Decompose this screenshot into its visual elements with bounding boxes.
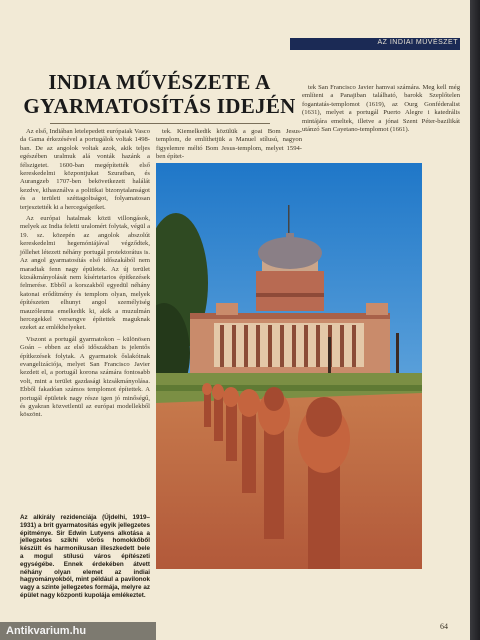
paragraph: tek. Kiemelkedik közülük a goai Bom Jesus-templom, de említhetjük a Manuel stílusú, nagyon figyelemre méltó Bom Jesus-templom, melyet 1594-ben építet- [156, 128, 302, 161]
watermark: Antikvarium.hu [0, 622, 156, 640]
paragraph: Az első, Indiában letelepedett európaiak Vasco da Gama érkezésével a portugálok voltak 1498-ban. De az angolok voltak azok, akik teljes egészében uralmuk alá vonták hazánk a félszigetet. 1600-ban megépítették első kereskedelmi központjukat Szuratban, és Aurangzeb 1707-ben bekövetkezett halálát kezdve, kihasználva a politikai bizonytalanságot és a területi széttagoltságot, folyamatosan terjesztették ki a hercegségeiket. [20, 128, 150, 211]
running-header: AZ INDIAI MŰVÉSZET [377, 39, 458, 46]
text-column-3 [302, 84, 460, 137]
rashtrapati-bhavan-photo [156, 163, 422, 569]
article-title: INDIA MŰVÉSZETE A GYARMATOSÍTÁS IDEJÉN [23, 70, 296, 118]
paragraph: Az európai hatalmak közti villongások, melyek az India feletti uralomért folytak, végül a 19. sz. közepén az angolok abszolút kereskedelmi hegemóniájával végződtek, jóllehet létezett néhány portugál protektorátus is. Az angol gyarmatosítás első időszakából nem maradtak fenn nagy épületek. Az új terület kizsákmányolását nem kísértetarios építkezések felmerése. Ebből a korszakból egyedül néhány katonai erődítmény és templom olyan, melyek építészeten elhunyt angol személyiség mauzóleuma emelkedik ki, akik a muzulmán hercegekkel versengve építettek maguknak ezeket az emlékhelyeket. [20, 215, 150, 332]
page-number: 64 [440, 622, 448, 631]
paragraph: tek San Francisco Javier hamvai számára. Meg kell még említeni a Panajiban található, barokk Szeplőtelen fogantatás-templomot (1619), az Ourg Gonféderalist (1631), melyet a portugál Puerto Alegre i katedrális mintájára emeltek, illetve a jónai Szent Péter-bazilikát utánzó San Cayetano-templomot (1661). [302, 84, 460, 134]
text-column-2 [156, 128, 302, 165]
book-edge [470, 0, 480, 640]
text-column-1 [20, 128, 150, 423]
photo-caption: Az alkirály rezidenciája (Újdelhi, 1919–1931) a brit gyarmatosítás egyik jellegzetes épitménye. Sir Edwin Lutyens alkotása a jellegzetes szikhi vörös homokkőből készült és harmonikusan illeszkedett bele a mogul stílusú város építészeti egységébe. Ennek érdekében átvett néhány olyan elemet az indiai hagyományokból, mint például a pavilonok vagy a szinte jellegzetes formája, melyre az épület nagy központi kupolája emlékeztet. [20, 514, 150, 599]
paragraph: Viszont a portugál gyarmatokon – különösen Goán – ebben az első időszakban is jelentős építkezések folytak. A gyarmatok őslakóinak evangelizációja, melyet San Francisco Javier kezdett el, a portugál korona számára fontosabb volt, mint a terület gazdasági kizsákmányolása. Ebből fakadóan számos templomot építettek. A portugál épületek nagy része igen jó minőségű, és gyakran közvetlenül az európai modellekből köszönt. [20, 335, 150, 419]
title-divider [50, 123, 270, 124]
